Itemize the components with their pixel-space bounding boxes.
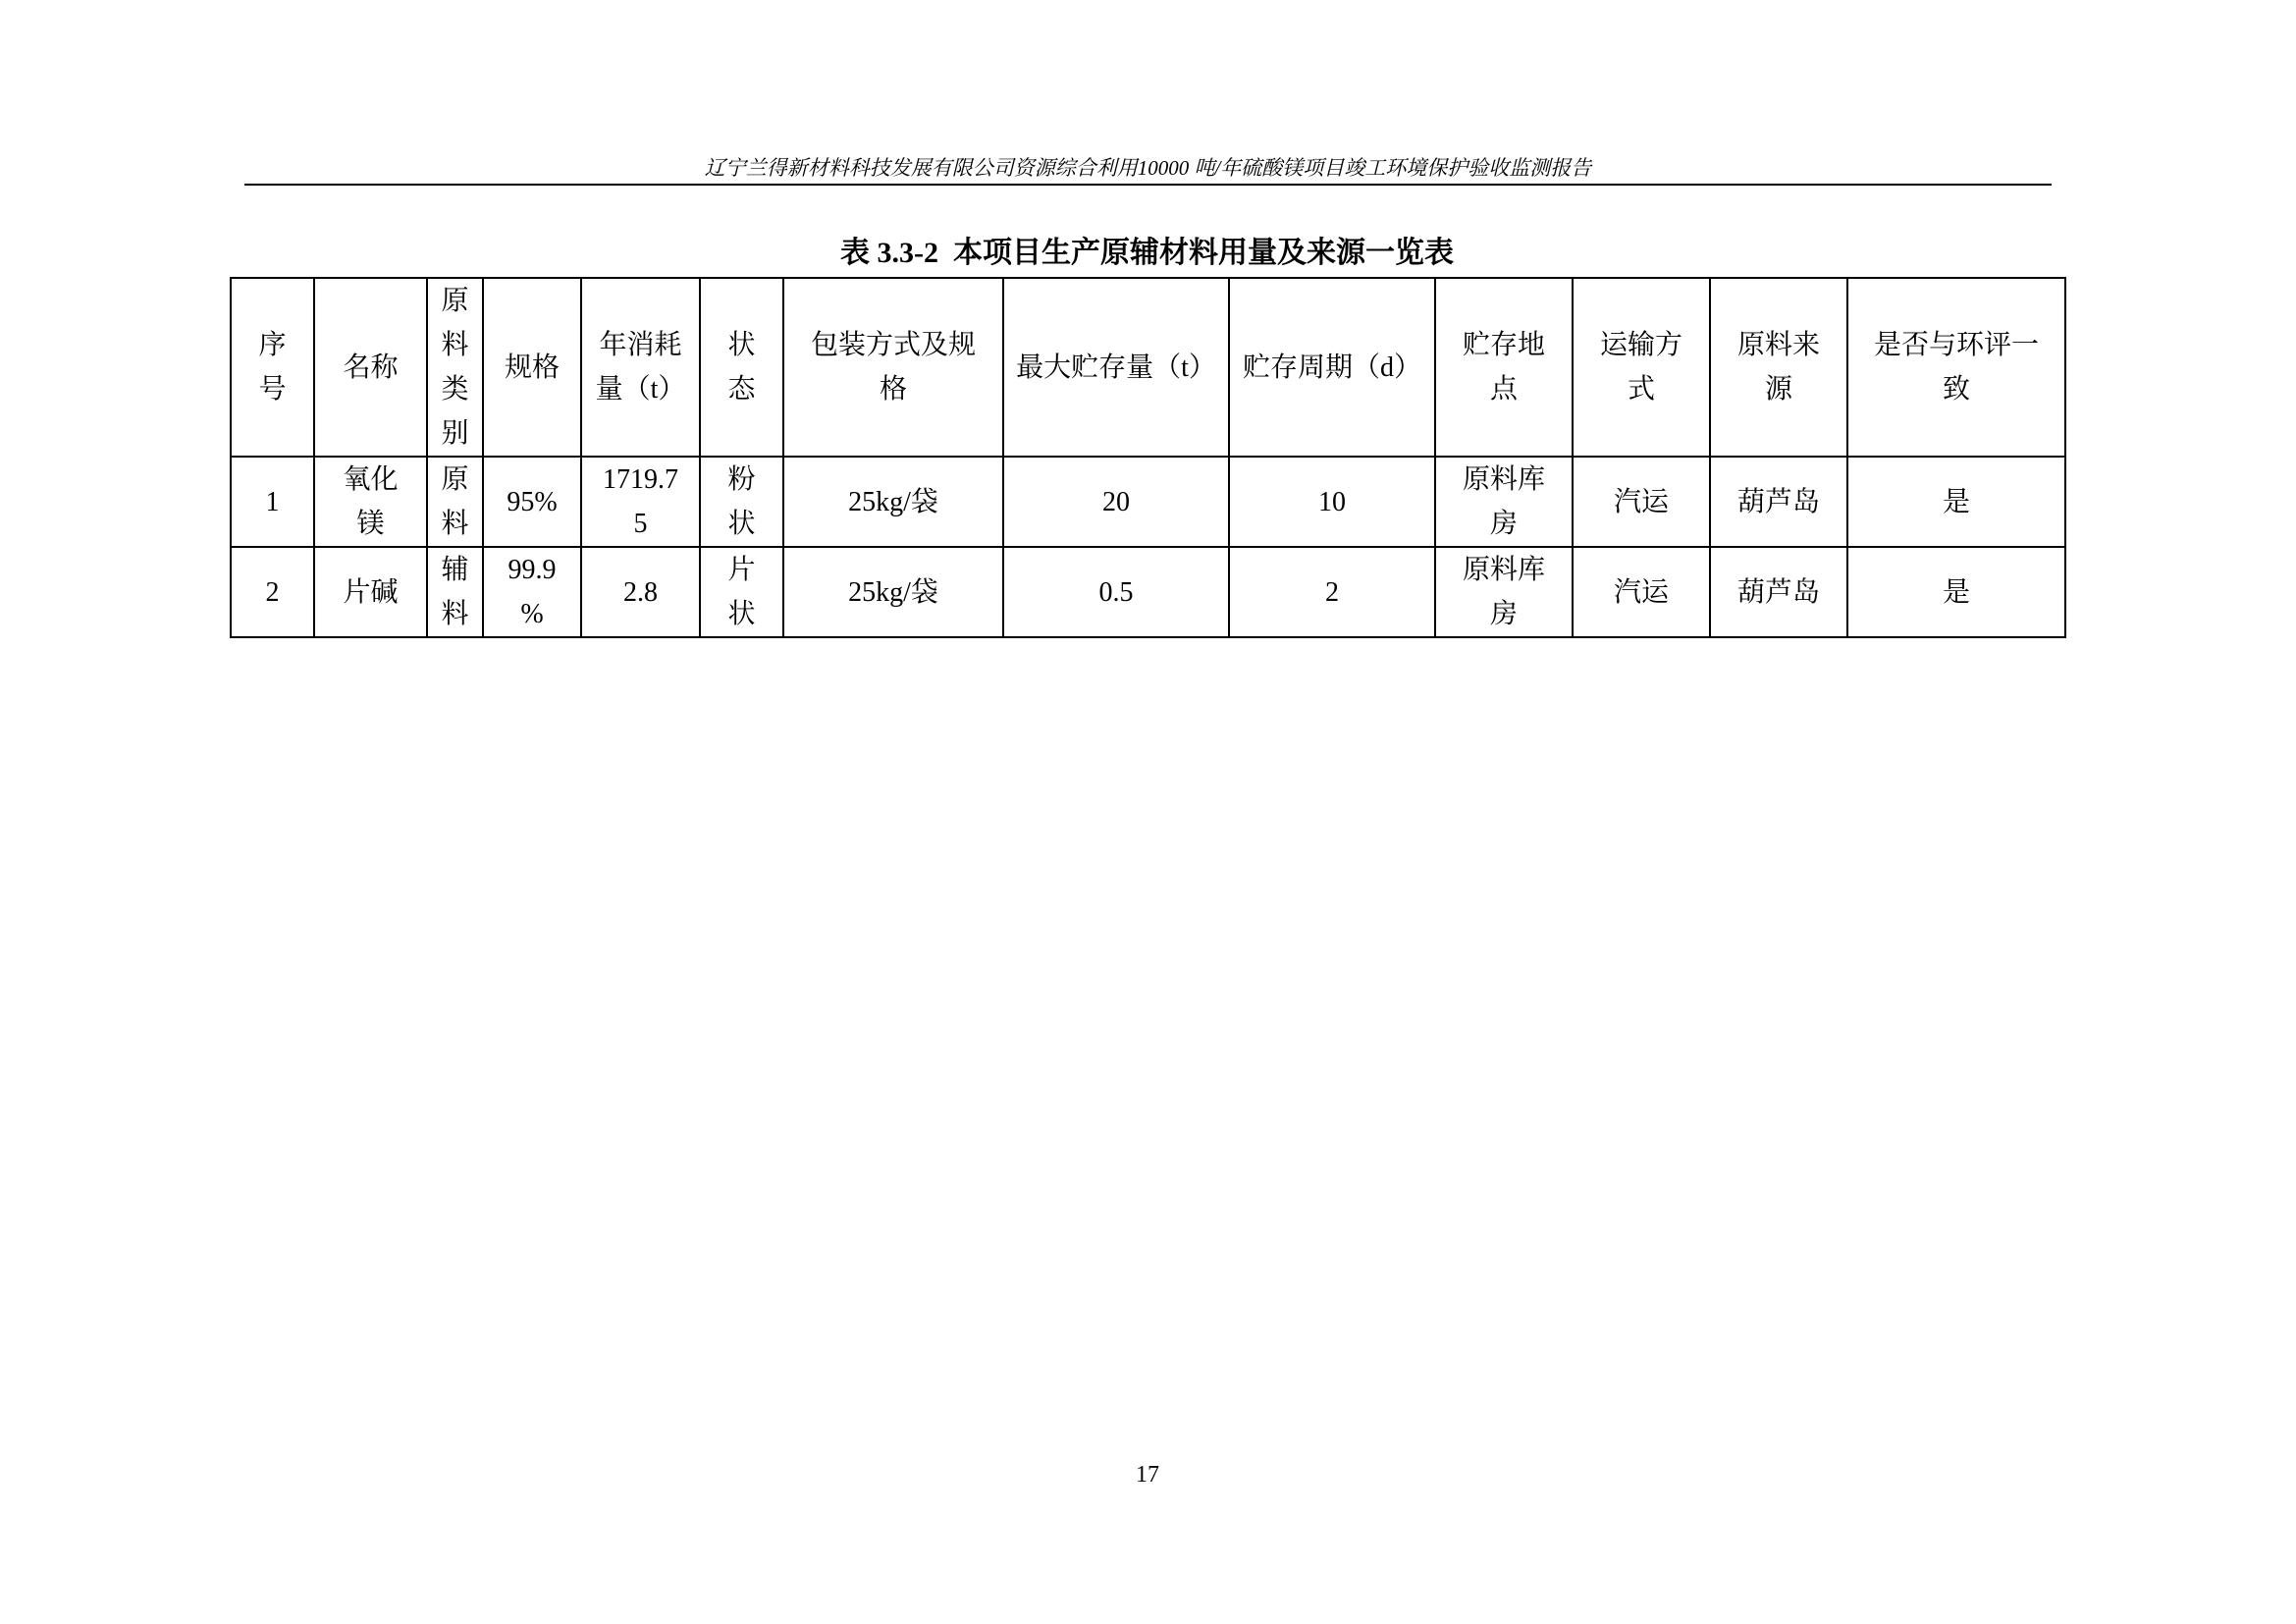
table-cell: 10 xyxy=(1229,457,1435,547)
column-header-storage-period: 贮存周期（d） xyxy=(1229,278,1435,457)
table-cell: 辅 料 xyxy=(427,547,483,637)
table-cell: 汽运 xyxy=(1573,457,1710,547)
table-cell: 葫芦岛 xyxy=(1710,457,1847,547)
table-row xyxy=(231,457,2065,547)
table-cell: 原料库 房 xyxy=(1435,457,1573,547)
table-cell: 1 xyxy=(231,457,314,547)
column-header-max-storage: 最大贮存量（t） xyxy=(1003,278,1229,457)
column-header-spec: 规格 xyxy=(483,278,581,457)
table-cell: 2 xyxy=(231,547,314,637)
column-header-annual-consumption: 年消耗 量（t） xyxy=(581,278,700,457)
table-cell: 25kg/袋 xyxy=(783,547,1003,637)
table-cell: 片 状 xyxy=(700,547,783,637)
column-header-source: 原料来 源 xyxy=(1710,278,1847,457)
table-cell: 0.5 xyxy=(1003,547,1229,637)
column-header-seq: 序 号 xyxy=(231,278,314,457)
table-cell: 1719.7 5 xyxy=(581,457,700,547)
table-cell: 99.9 % xyxy=(483,547,581,637)
table-cell: 20 xyxy=(1003,457,1229,547)
table-cell: 25kg/袋 xyxy=(783,457,1003,547)
table-header-row xyxy=(231,278,2065,457)
table-row xyxy=(231,547,2065,637)
column-header-storage-location: 贮存地 点 xyxy=(1435,278,1573,457)
column-header-name: 名称 xyxy=(314,278,427,457)
table-cell: 原 料 xyxy=(427,457,483,547)
column-header-packaging: 包装方式及规 格 xyxy=(783,278,1003,457)
column-header-state: 状 态 xyxy=(700,278,783,457)
table-cell: 2.8 xyxy=(581,547,700,637)
table-cell: 2 xyxy=(1229,547,1435,637)
running-header-title: 辽宁兰得新材料科技发展有限公司资源综合利用10000 吨/年硫酸镁项目竣工环境保护验收监测报告 xyxy=(704,156,1592,180)
table-cell: 是 xyxy=(1847,547,2065,637)
column-header-material-category: 原 料 类 别 xyxy=(427,278,483,457)
table-cell: 葫芦岛 xyxy=(1710,547,1847,637)
column-header-eia-consistent: 是否与环评一 致 xyxy=(1847,278,2065,457)
table-cell: 95% xyxy=(483,457,581,547)
materials-table xyxy=(230,277,2066,638)
table-cell: 氧化 镁 xyxy=(314,457,427,547)
table-cell: 汽运 xyxy=(1573,547,1710,637)
page-number: 17 xyxy=(1136,1462,1159,1488)
table-cell: 原料库 房 xyxy=(1435,547,1573,637)
table-cell: 粉 状 xyxy=(700,457,783,547)
table-cell: 是 xyxy=(1847,457,2065,547)
table-cell: 片碱 xyxy=(314,547,427,637)
column-header-transport: 运输方 式 xyxy=(1573,278,1710,457)
header-rule xyxy=(244,184,2052,186)
table-caption: 表 3.3-2 本项目生产原辅材料用量及来源一览表 xyxy=(840,237,1454,269)
